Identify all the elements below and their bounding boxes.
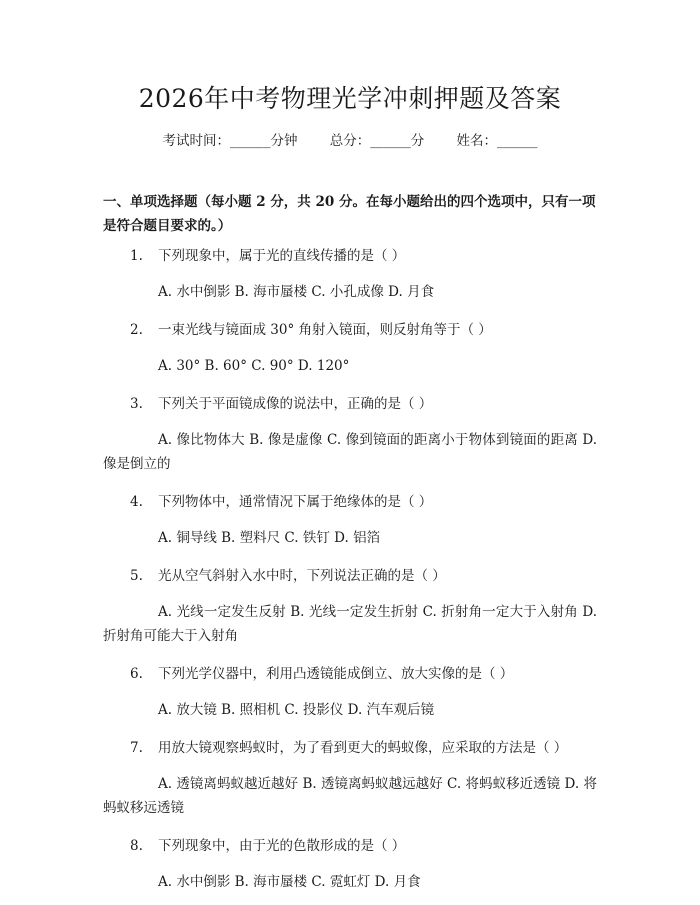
- question-stem: 下列现象中，属于光的直线传播的是（ ）: [158, 248, 406, 264]
- question-options: A. 30° B. 60° C. 90° D. 120°: [158, 358, 350, 374]
- question-stem: 下列关于平面镜成像的说法中，正确的是（ ）: [158, 396, 433, 412]
- exam-time-field: [162, 131, 297, 151]
- question-options: A. 铜导线 B. 塑料尺 C. 铁钉 D. 铝箔: [158, 530, 381, 546]
- question-options: A. 水中倒影 B. 海市蜃楼 C. 霓虹灯 D. 月食: [158, 874, 421, 890]
- question-options: A. 水中倒影 B. 海市蜃楼 C. 小孔成像 D. 月食: [158, 284, 435, 300]
- total-score-field: [330, 131, 425, 151]
- question-number: 7.: [130, 740, 143, 756]
- question-4: [103, 486, 597, 560]
- question-number: 5.: [130, 568, 143, 584]
- question-stem: 一束光线与镜面成 30° 角射入镜面，则反射角等于（ ）: [158, 322, 492, 338]
- question-options: A. 光线一定发生反射 B. 光线一定发生折射 C. 折射角一定大于入射角 D. 折射角可能大于入射角: [103, 604, 597, 644]
- question-number: 8.: [130, 838, 143, 854]
- question-stem: 下列光学仪器中，利用凸透镜能成倒立、放大实像的是（ ）: [158, 666, 514, 682]
- question-2: [103, 314, 597, 388]
- question-stem: 用放大镜观察蚂蚁时，为了看到更大的蚂蚁像，应采取的方法是（ ）: [158, 740, 568, 756]
- question-number: 3.: [130, 396, 143, 412]
- question-7: [103, 732, 597, 830]
- question-stem: 下列物体中，通常情况下属于绝缘体的是（ ）: [158, 494, 433, 510]
- question-1: [103, 240, 597, 314]
- exam-time-label: 考试时间：: [162, 133, 230, 149]
- student-name-field: [457, 131, 538, 151]
- question-options: A. 像比物体大 B. 像是虚像 C. 像到镜面的距离小于物体到镜面的距离 D. 像是倒立的: [103, 432, 597, 472]
- question-list: [103, 240, 597, 904]
- question-options: A. 透镜离蚂蚁越近越好 B. 透镜离蚂蚁越远越好 C. 将蚂蚁移近透镜 D. 将蚂蚁移远透镜: [103, 776, 597, 816]
- total-score-label: 总分：: [329, 133, 371, 149]
- question-3: [103, 388, 597, 486]
- total-score-unit: 分: [410, 133, 425, 149]
- exam-meta: [0, 131, 700, 151]
- question-stem: 下列现象中，由于光的色散形成的是（ ）: [158, 838, 406, 854]
- question-number: 6.: [130, 666, 143, 682]
- total-score-blank: ______: [370, 133, 411, 149]
- question-number: 2.: [130, 322, 143, 338]
- section-heading: 一、单项选择题（每小题 2 分，共 20 分。在每小题给出的四个选项中，只有一项是符合题目要求的。）: [103, 194, 596, 234]
- question-number: 1.: [130, 248, 143, 264]
- exam-title: 2026年中考物理光学冲刺押题及答案: [138, 84, 562, 113]
- question-stem: 光从空气斜射入水中时，下列说法正确的是（ ）: [158, 568, 446, 584]
- question-8: [103, 830, 597, 904]
- question-number: 4.: [130, 494, 143, 510]
- question-options: A. 放大镜 B. 照相机 C. 投影仪 D. 汽车观后镜: [158, 702, 435, 718]
- exam-time-blank: ______: [229, 133, 271, 149]
- exam-time-unit: 分钟: [270, 133, 298, 149]
- student-name-label: 姓名：: [456, 133, 498, 149]
- question-5: [103, 560, 597, 658]
- question-6: [103, 658, 597, 732]
- student-name-blank: ______: [497, 133, 538, 149]
